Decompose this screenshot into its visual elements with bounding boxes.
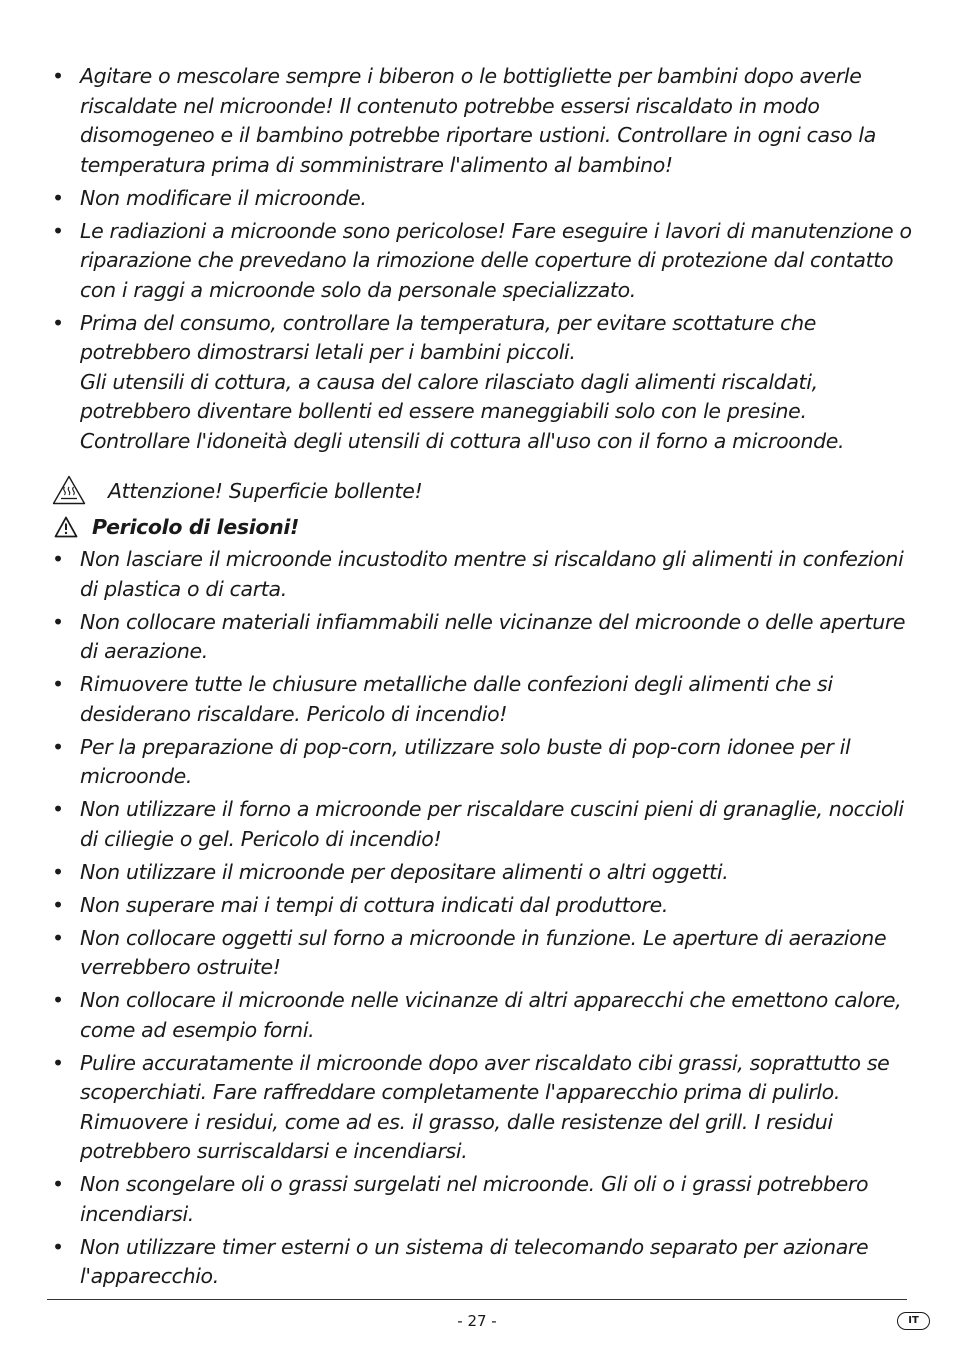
page-number: - 27 - bbox=[457, 1312, 497, 1330]
bullet: • bbox=[52, 988, 64, 1012]
item-text: Non modificare il microonde. bbox=[80, 185, 367, 210]
warning-triangle-icon bbox=[54, 516, 78, 538]
bullet: • bbox=[52, 1172, 64, 1196]
list-item bbox=[52, 924, 912, 983]
hot-surface-notice bbox=[52, 473, 912, 509]
bullet: • bbox=[52, 185, 64, 210]
item-text: Rimuovere tutte le chiusure metalliche dalle confezioni degli alimenti che si desiderano riscaldare. Pericolo di incendio! bbox=[80, 672, 833, 726]
bullet: • bbox=[52, 218, 64, 243]
danger-heading-text: Pericolo di lesioni! bbox=[92, 515, 300, 539]
item-text: Non collocare il microonde nelle vicinanze di altri apparecchi che emettono calore, come ad esempio forni. bbox=[80, 988, 902, 1042]
item-text: Non lasciare il microonde incustodito mentre si riscaldano gli alimenti in confezioni di plastica o di carta. bbox=[80, 547, 904, 601]
language-badge: IT bbox=[897, 1312, 930, 1330]
list-item bbox=[52, 733, 912, 792]
bullet: • bbox=[52, 859, 64, 884]
list-item bbox=[52, 608, 912, 667]
safety-list-bottom bbox=[52, 545, 912, 1292]
item-text: Non collocare materiali infiammabili nelle vicinanze del microonde o delle aperture di aerazione. bbox=[80, 609, 906, 663]
bullet: • bbox=[52, 310, 64, 335]
bullet: • bbox=[52, 734, 64, 759]
list-item bbox=[52, 1049, 912, 1167]
item-text: Non scongelare oli o grassi surgelati nel microonde. Gli oli o i grassi potrebbero incendiarsi. bbox=[80, 1172, 869, 1226]
list-item bbox=[52, 184, 912, 214]
bullet: • bbox=[52, 547, 64, 571]
bullet: • bbox=[52, 797, 64, 821]
danger-heading bbox=[52, 511, 912, 543]
item-text: Non utilizzare il forno a microonde per riscaldare cuscini pieni di granaglie, noccioli di ciliegie o gel. Pericolo di incendio! bbox=[80, 797, 904, 851]
list-item bbox=[52, 670, 912, 729]
item-text: Le radiazioni a microonde sono pericolose! Fare eseguire i lavori di manutenzione o riparazione che prevedano la rimozione delle coperture di protezione dal contatto con i raggi a microonde solo da personale specializzato. bbox=[80, 218, 912, 302]
bullet: • bbox=[52, 892, 64, 917]
item-text: Non superare mai i tempi di cottura indicati dal produttore. bbox=[80, 892, 669, 917]
safety-list-top bbox=[52, 62, 912, 456]
bullet: • bbox=[52, 925, 64, 950]
item-text-continued: Gli utensili di cottura, a causa del calore rilasciato dagli alimenti riscaldati, potrebbero diventare bollenti ed essere maneggiabili solo con le presine. Controllare l'idoneità degli utensili di cottura all'uso con il forno a microonde. bbox=[80, 369, 845, 453]
bullet: • bbox=[52, 609, 64, 634]
footer-divider bbox=[47, 1299, 907, 1300]
item-text: Agitare o mescolare sempre i biberon o le bottigliette per bambini dopo averle riscaldate nel microonde! Il contenuto potrebbe essersi riscaldato in modo disomogeneo e il bambino potrebbe riportare ustioni. Controllare in ogni caso la temperatura prima di somministrare l'alimento al bambino! bbox=[80, 64, 876, 177]
bullet: • bbox=[52, 64, 64, 88]
list-item bbox=[52, 858, 912, 888]
list-item bbox=[52, 1233, 912, 1292]
list-item bbox=[52, 545, 912, 604]
bullet: • bbox=[52, 1234, 64, 1259]
hot-surface-warning-icon bbox=[52, 475, 86, 505]
list-item bbox=[52, 986, 912, 1045]
bullet: • bbox=[52, 1050, 64, 1075]
bullet: • bbox=[52, 672, 64, 696]
hot-surface-text: Attenzione! Superficie bollente! bbox=[108, 479, 423, 503]
item-text: Non utilizzare timer esterni o un sistema di telecomando separato per azionare l'apparecchio. bbox=[80, 1234, 869, 1288]
list-item bbox=[52, 795, 912, 854]
item-text: Prima del consumo, controllare la temperatura, per evitare scottature che potrebbero dimostrarsi letali per i bambini piccoli. bbox=[80, 310, 816, 364]
page-content bbox=[52, 62, 912, 1295]
item-text: Non utilizzare il microonde per depositare alimenti o altri oggetti. bbox=[80, 859, 729, 884]
item-text: Per la preparazione di pop-corn, utilizzare solo buste di pop-corn idonee per il microonde. bbox=[80, 734, 851, 788]
list-item bbox=[52, 309, 912, 457]
list-item bbox=[52, 1170, 912, 1229]
list-item bbox=[52, 891, 912, 921]
item-text: Non collocare oggetti sul forno a microonde in funzione. Le aperture di aerazione verrebbero ostruite! bbox=[80, 925, 887, 979]
list-item bbox=[52, 62, 912, 180]
list-item bbox=[52, 217, 912, 306]
item-text: Pulire accuratamente il microonde dopo aver riscaldato cibi grassi, soprattutto se scoperchiati. Fare raffreddare completamente l'apparecchio prima di pulirlo. Rimuovere i residui, come ad es. il grasso, dalle resistenze del grill. I residui potrebbero surriscaldarsi e incendiarsi. bbox=[80, 1050, 890, 1163]
